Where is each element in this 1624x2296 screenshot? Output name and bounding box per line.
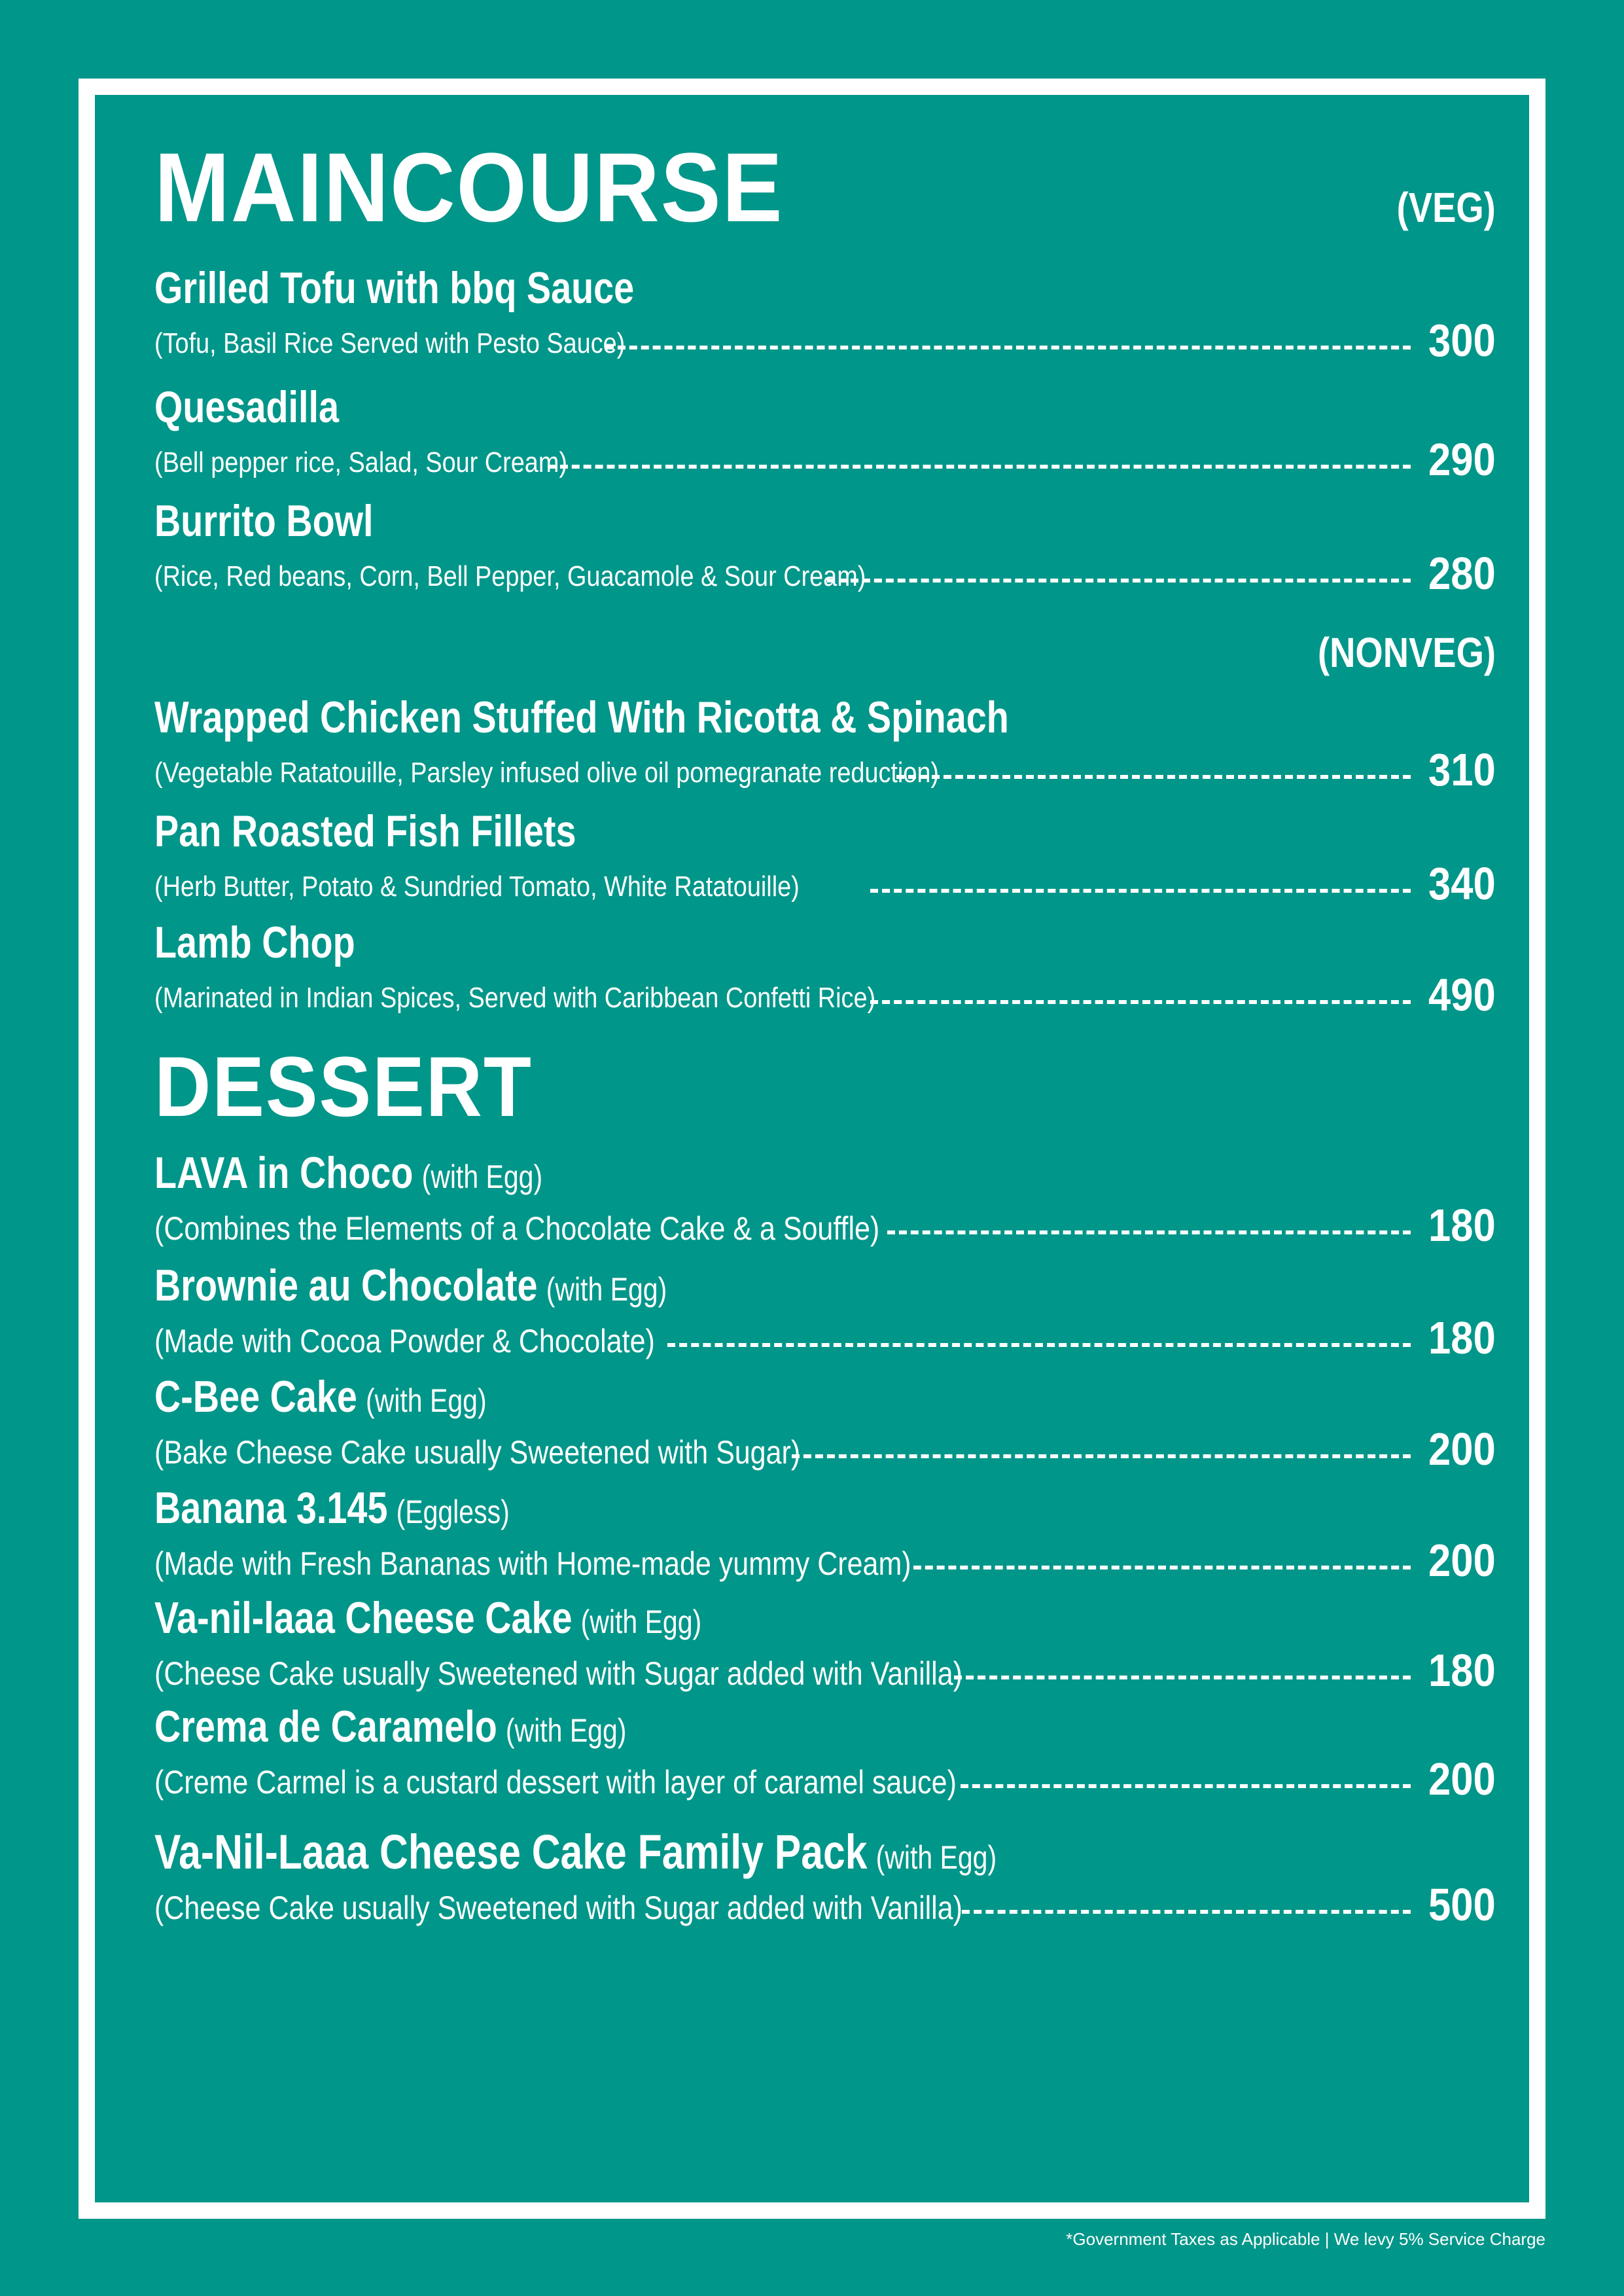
menu-item bbox=[154, 1371, 1496, 1475]
item-price: 180 bbox=[1428, 1312, 1496, 1363]
item-name: Banana 3.145 (Eggless) bbox=[154, 1483, 510, 1533]
item-price: 300 bbox=[1428, 315, 1496, 366]
item-description: (Herb Butter, Potato & Sundried Tomato, White Ratatouille) bbox=[154, 870, 800, 903]
menu-item bbox=[154, 1259, 1496, 1364]
item-name: Quesadilla bbox=[154, 382, 340, 432]
item-price: 180 bbox=[1428, 1200, 1496, 1251]
menu-item bbox=[154, 495, 1496, 600]
item-description: (Made with Fresh Bananas with Home-made yummy Cream) bbox=[154, 1545, 911, 1582]
item-name: Va-nil-laaa Cheese Cake (with Egg) bbox=[154, 1593, 702, 1643]
item-note: (with Egg) bbox=[505, 1712, 627, 1749]
maincourse-title: MAINCOURSE bbox=[154, 132, 784, 242]
item-price: 200 bbox=[1428, 1753, 1496, 1804]
item-price: 280 bbox=[1428, 548, 1496, 599]
menu-item bbox=[154, 1147, 1496, 1251]
item-name: LAVA in Choco (with Egg) bbox=[154, 1148, 543, 1198]
item-name: Pan Roasted Fish Fillets bbox=[154, 806, 576, 856]
menu-item bbox=[154, 916, 1496, 1021]
item-description: (Bake Cheese Cake usually Sweetened with Sugar) bbox=[154, 1434, 801, 1471]
dessert-title: DESSERT bbox=[154, 1039, 533, 1134]
menu-item bbox=[154, 262, 1496, 367]
dotted-leader bbox=[870, 1000, 1411, 1004]
item-description: (Bell pepper rice, Salad, Sour Cream) bbox=[154, 446, 567, 478]
veg-label: (VEG) bbox=[1396, 184, 1496, 231]
item-price: 290 bbox=[1428, 434, 1496, 485]
item-name: C-Bee Cake (with Egg) bbox=[154, 1372, 487, 1422]
menu-item bbox=[154, 805, 1496, 910]
dotted-leader bbox=[913, 1566, 1411, 1570]
item-note: (with Egg) bbox=[546, 1271, 667, 1308]
dotted-leader bbox=[896, 775, 1411, 779]
dotted-leader bbox=[606, 346, 1411, 350]
menu-item bbox=[154, 1700, 1496, 1805]
menu-item bbox=[154, 691, 1496, 796]
dotted-leader bbox=[548, 465, 1411, 469]
item-description: (Rice, Red beans, Corn, Bell Pepper, Guacamole & Sour Cream) bbox=[154, 560, 866, 592]
item-note: (Eggless) bbox=[396, 1494, 510, 1530]
menu-item bbox=[154, 1826, 1496, 1931]
menu-content bbox=[154, 0, 1496, 2199]
item-price: 340 bbox=[1428, 858, 1496, 909]
item-description: (Cheese Cake usually Sweetened with Sugar added with Vanilla) bbox=[154, 1890, 962, 1926]
dotted-leader bbox=[962, 1910, 1411, 1914]
dotted-leader bbox=[887, 1230, 1411, 1234]
item-description: (Creme Carmel is a custard dessert with layer of caramel sauce) bbox=[154, 1764, 957, 1801]
menu-item bbox=[154, 1592, 1496, 1696]
item-note: (with Egg) bbox=[875, 1839, 997, 1876]
nonveg-label: (NONVEG) bbox=[1318, 629, 1496, 676]
item-name: Brownie au Chocolate (with Egg) bbox=[154, 1261, 667, 1310]
item-name: Lamb Chop bbox=[154, 918, 355, 967]
item-name: Burrito Bowl bbox=[154, 496, 374, 546]
item-name: Va-Nil-Laaa Cheese Cake Family Pack (with Egg) bbox=[154, 1825, 997, 1879]
item-description: (Cheese Cake usually Sweetened with Sugar added with Vanilla) bbox=[154, 1655, 962, 1692]
dotted-leader bbox=[961, 1784, 1411, 1788]
item-description: (Made with Cocoa Powder & Chocolate) bbox=[154, 1323, 655, 1359]
item-note: (with Egg) bbox=[580, 1604, 702, 1640]
dotted-leader bbox=[792, 1454, 1411, 1458]
item-price: 180 bbox=[1428, 1645, 1496, 1696]
item-note: (with Egg) bbox=[366, 1382, 487, 1419]
menu-item bbox=[154, 1482, 1496, 1587]
item-price: 500 bbox=[1428, 1879, 1496, 1930]
item-price: 200 bbox=[1428, 1424, 1496, 1475]
item-price: 200 bbox=[1428, 1535, 1496, 1586]
dotted-leader bbox=[667, 1343, 1411, 1347]
item-price: 490 bbox=[1428, 969, 1496, 1020]
dotted-leader bbox=[954, 1676, 1411, 1679]
item-description: (Combines the Elements of a Chocolate Cake & a Souffle) bbox=[154, 1210, 880, 1247]
menu-item bbox=[154, 381, 1496, 486]
item-name: Crema de Caramelo (with Egg) bbox=[154, 1702, 627, 1751]
item-description: (Tofu, Basil Rice Served with Pesto Sauce) bbox=[154, 327, 626, 359]
item-description: (Marinated in Indian Spices, Served with Caribbean Confetti Rice) bbox=[154, 982, 876, 1014]
dotted-leader bbox=[827, 579, 1411, 583]
item-note: (with Egg) bbox=[421, 1158, 543, 1195]
item-price: 310 bbox=[1428, 744, 1496, 795]
item-description: (Vegetable Ratatouille, Parsley infused olive oil pomegranate reduction) bbox=[154, 757, 939, 789]
item-name: Wrapped Chicken Stuffed With Ricotta & Spinach bbox=[154, 692, 1009, 742]
item-name: Grilled Tofu with bbq Sauce bbox=[154, 263, 635, 313]
dotted-leader bbox=[870, 889, 1411, 893]
footer-note: *Government Taxes as Applicable | We levy 5% Service Charge bbox=[1066, 2229, 1545, 2249]
